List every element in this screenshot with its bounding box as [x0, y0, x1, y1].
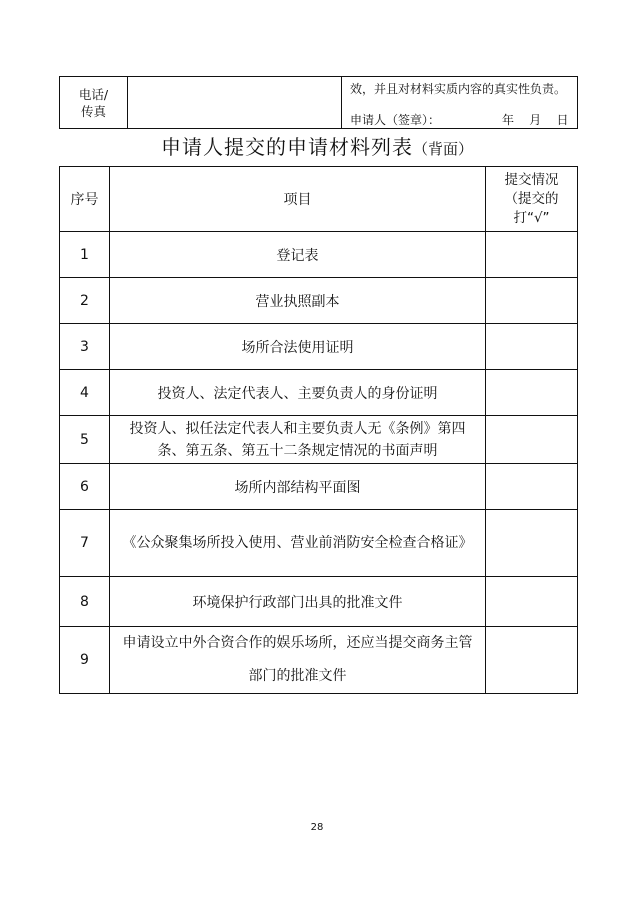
- applicant-sign-label: 申请人（签章）：: [350, 113, 441, 127]
- page-title: [0, 131, 634, 160]
- row-item: 《公众聚集场所投入使用、营业前消防安全检查合格证》: [110, 510, 486, 577]
- phone-fax-label: 电话/传真: [60, 77, 128, 129]
- row-check-cell[interactable]: [486, 510, 578, 577]
- table-row: [60, 577, 578, 627]
- row-check-cell[interactable]: [486, 627, 578, 694]
- row-check-cell[interactable]: [486, 416, 578, 464]
- table-header-row: [60, 167, 578, 232]
- title-sub: （背面）: [412, 140, 473, 158]
- row-item: 申请设立中外合资合作的娱乐场所，还应当提交商务主管部门的批准文件: [110, 627, 486, 694]
- table-row: [60, 370, 578, 416]
- row-check-cell[interactable]: [486, 370, 578, 416]
- materials-table: [59, 166, 578, 694]
- row-no: 7: [60, 510, 110, 577]
- declaration-text: 效，并且对材料实质内容的真实性负责。: [350, 82, 567, 96]
- row-no: 2: [60, 278, 110, 324]
- row-item: 投资人、拟任法定代表人和主要负责人无《条例》第四条、第五条、第五十二条规定情况的书面声明: [110, 416, 486, 464]
- row-no: 9: [60, 627, 110, 694]
- row-no: 5: [60, 416, 110, 464]
- row-no: 3: [60, 324, 110, 370]
- table-row: [60, 324, 578, 370]
- row-item: 场所合法使用证明: [110, 324, 486, 370]
- title-main: 申请人提交的申请材料列表: [160, 135, 413, 159]
- row-no: 4: [60, 370, 110, 416]
- table-row: [60, 627, 578, 694]
- page-number: 28: [310, 822, 324, 833]
- row-item: 环境保护行政部门出具的批准文件: [110, 577, 486, 627]
- table-row: [60, 464, 578, 510]
- row-item: 营业执照副本: [110, 278, 486, 324]
- header-check: 提交情况（提交的打“√”: [486, 167, 578, 232]
- phone-fax-field[interactable]: [128, 77, 342, 129]
- table-row: [60, 510, 578, 577]
- table-row: [60, 416, 578, 464]
- row-check-cell[interactable]: [486, 324, 578, 370]
- contact-table: [59, 76, 578, 129]
- row-item: 场所内部结构平面图: [110, 464, 486, 510]
- row-check-cell[interactable]: [486, 577, 578, 627]
- date-label: 年 月 日: [502, 113, 569, 127]
- row-check-cell[interactable]: [486, 278, 578, 324]
- declaration-cell: [342, 77, 578, 129]
- table-row: [60, 278, 578, 324]
- signature-line: [350, 111, 569, 128]
- row-no: 8: [60, 577, 110, 627]
- table-row: [60, 232, 578, 278]
- row-check-cell[interactable]: [486, 232, 578, 278]
- row-no: 1: [60, 232, 110, 278]
- row-no: 6: [60, 464, 110, 510]
- header-item: 项目: [110, 167, 486, 232]
- row-check-cell[interactable]: [486, 464, 578, 510]
- row-item: 投资人、法定代表人、主要负责人的身份证明: [110, 370, 486, 416]
- row-item: 登记表: [110, 232, 486, 278]
- header-no: 序号: [60, 167, 110, 232]
